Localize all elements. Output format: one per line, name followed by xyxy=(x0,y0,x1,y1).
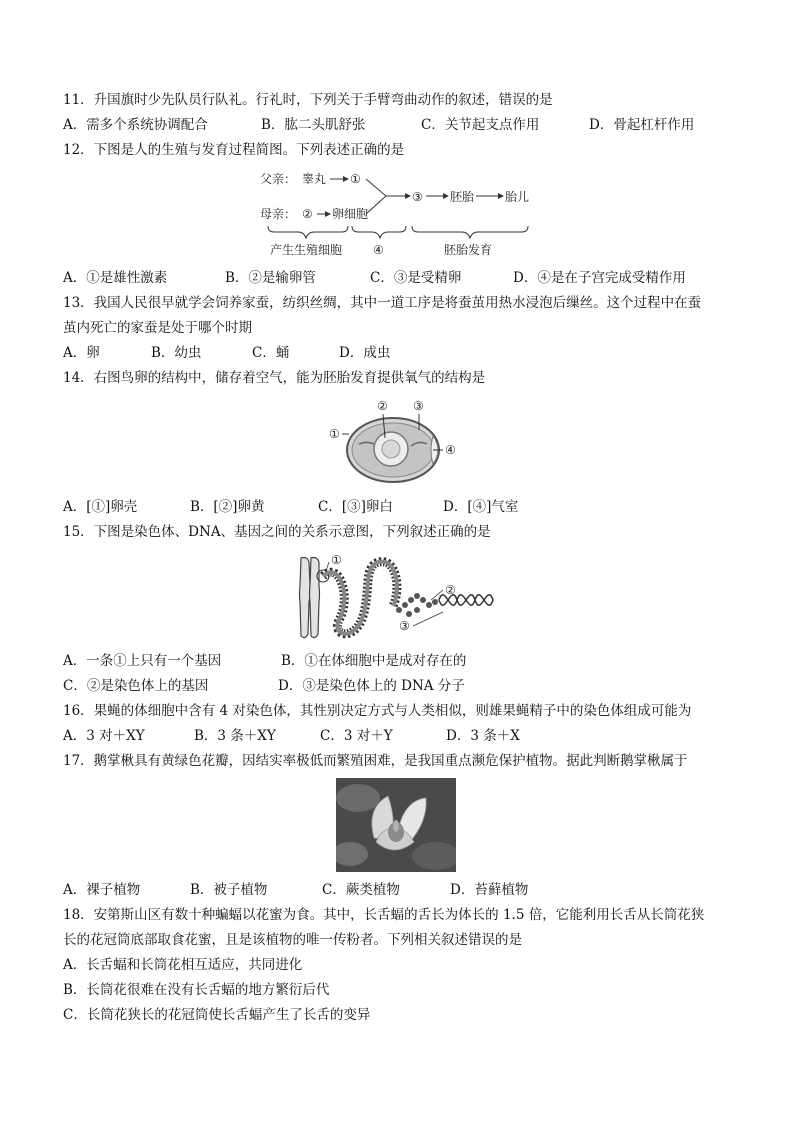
brace-gametes xyxy=(268,226,348,238)
diagram-egg-label: 卵细胞 xyxy=(332,207,369,221)
q14-stem: 14．右图鸟卵的结构中，储存着空气，能为胚胎发育提供氧气的结构是 xyxy=(63,370,486,386)
q17-option-a: A．裸子植物 xyxy=(63,882,141,898)
q17-option-d: D．苔藓植物 xyxy=(450,882,529,898)
brace-development xyxy=(412,226,528,238)
q18-option-b: B．长筒花很难在没有长舌蝠的地方繁衍后代 xyxy=(63,982,330,998)
q11-option-a: A．需多个系统协调配合 xyxy=(63,117,208,133)
diagram-gametes-label: 产生生殖细胞 xyxy=(270,243,343,257)
q16-option-b: B．3 条＋XY xyxy=(194,728,276,744)
leaf-top-left xyxy=(336,784,380,812)
q16-option-a: A．3 对＋XY xyxy=(63,728,145,744)
brace-fertilization xyxy=(352,226,406,238)
chromatid-left xyxy=(300,558,311,638)
q11-option-c: C．关节起支点作用 xyxy=(421,117,540,133)
q18-option-a: A．长舌蝠和长筒花相互适应，共同进化 xyxy=(63,957,303,973)
q15-option-c: C．②是染色体上的基因 xyxy=(63,678,209,694)
q13-option-b: B．幼虫 xyxy=(151,345,202,361)
chromatid-right xyxy=(310,558,320,638)
q17-stem: 17．鹅掌楸具有黄绿色花瓣，因结实率极低而繁殖困难，是我国重点濒危保护植物。据此判断鹅掌楸属于 xyxy=(63,753,688,769)
egg-label-2: ② xyxy=(377,399,388,413)
chromosome-label-1: ① xyxy=(331,553,342,567)
diagram-circle-2: ② xyxy=(302,207,313,221)
q17-option-b: B．被子植物 xyxy=(190,882,268,898)
diagram-circle-3: ③ xyxy=(412,190,423,204)
q16-option-d: D．3 条＋X xyxy=(446,728,520,744)
q12-option-a: A．①是雄性激素 xyxy=(63,270,168,286)
q12-option-d: D．④是在子宫完成受精作用 xyxy=(513,270,686,286)
diagram-embryo-label: 胚胎 xyxy=(450,190,475,204)
q11-option-b: B．肱二头肌舒张 xyxy=(261,117,366,133)
q11-option-d: D．骨起杠杆作用 xyxy=(589,117,695,133)
q15-stem: 15．下图是染色体、DNA、基因之间的关系示意图，下列叙述正确的是 xyxy=(63,524,491,540)
reproduction-diagram xyxy=(250,166,550,260)
q17-option-c: C．蕨类植物 xyxy=(322,882,400,898)
q14-option-b: B．[②]卵黄 xyxy=(190,499,265,515)
q18-stem-line1: 18．安第斯山区有数十种蝙蝠以花蜜为食。其中，长舌蝠的舌长为体长的 1.5 倍，它能利用长舌从长筒花狭 xyxy=(63,907,705,923)
q13-option-d: D．成虫 xyxy=(339,345,391,361)
q12-stem: 12．下图是人的生殖与发育过程简图。下列表述正确的是 xyxy=(63,142,405,158)
diagram-mother-label: 母亲： xyxy=(260,207,297,221)
diagram-fetus-label: 胎儿 xyxy=(505,190,530,204)
chromosome-leader-3 xyxy=(413,612,443,626)
q12-option-b: B．②是输卵管 xyxy=(225,270,316,286)
q16-option-c: C．3 对＋Y xyxy=(320,728,393,744)
diagram-development-label: 胚胎发育 xyxy=(444,243,493,257)
q14-option-c: C．[③]卵白 xyxy=(318,499,393,515)
q15-option-a: A．一条①上只有一个基因 xyxy=(63,653,222,669)
diagram-father-label: 父亲： xyxy=(260,172,297,186)
flower-pistil xyxy=(393,820,399,832)
egg-label-4: ④ xyxy=(445,443,456,457)
q12-option-c: C．③是受精卵 xyxy=(370,270,462,286)
q16-stem: 16．果蝇的体细胞中含有 4 对染色体，其性别决定方式与人类相似，则雄果蝇精子中的染色体组成可能为 xyxy=(63,703,692,719)
q18-option-c: C．长筒花狭长的花冠筒使长舌蝠产生了长舌的变异 xyxy=(63,1007,371,1023)
chromosome-dna-figure xyxy=(293,550,501,642)
nucleosome-beads xyxy=(396,593,438,617)
bird-egg-figure xyxy=(325,396,465,494)
yolk-inner xyxy=(382,440,400,458)
q13-stem-line2: 茧内死亡的家蚕是处于哪个时期 xyxy=(63,320,252,336)
q14-option-d: D．[④]气室 xyxy=(443,499,519,515)
q15-option-b: B．①在体细胞中是成对存在的 xyxy=(281,653,467,669)
q13-option-a: A．卵 xyxy=(63,345,100,361)
q11-stem: 11．升国旗时少先队员行队礼。行礼时，下列关于手臂弯曲动作的叙述，错误的是 xyxy=(63,92,553,108)
tulip-tree-flower-photo xyxy=(336,778,456,872)
diagram-testis-label: 睾丸 xyxy=(302,172,327,186)
egg-label-1: ① xyxy=(329,427,340,441)
chromosome-label-2: ② xyxy=(445,583,456,597)
chromosome-leader-1 xyxy=(326,562,329,571)
q15-option-d: D．③是染色体上的 DNA 分子 xyxy=(278,678,465,694)
diagram-circle-1: ① xyxy=(350,172,361,186)
diagram-circle-4: ④ xyxy=(373,243,384,257)
q14-option-a: A．[①]卵壳 xyxy=(63,499,138,515)
q18-stem-line2: 长的花冠筒底部取食花蜜，且是该植物的唯一传粉者。下列相关叙述错误的是 xyxy=(63,932,522,948)
q13-option-c: C．蛹 xyxy=(252,345,290,361)
merge-lines xyxy=(366,179,386,214)
q13-stem-line1: 13．我国人民很早就学会饲养家蚕，纺织丝绸，其中一道工序是将蚕茧用热水浸泡后缫丝。这个过程中在蚕 xyxy=(63,295,702,311)
chromosome-label-3: ③ xyxy=(399,619,410,633)
egg-label-3: ③ xyxy=(413,399,424,413)
coiled-fiber-core xyxy=(323,562,397,634)
